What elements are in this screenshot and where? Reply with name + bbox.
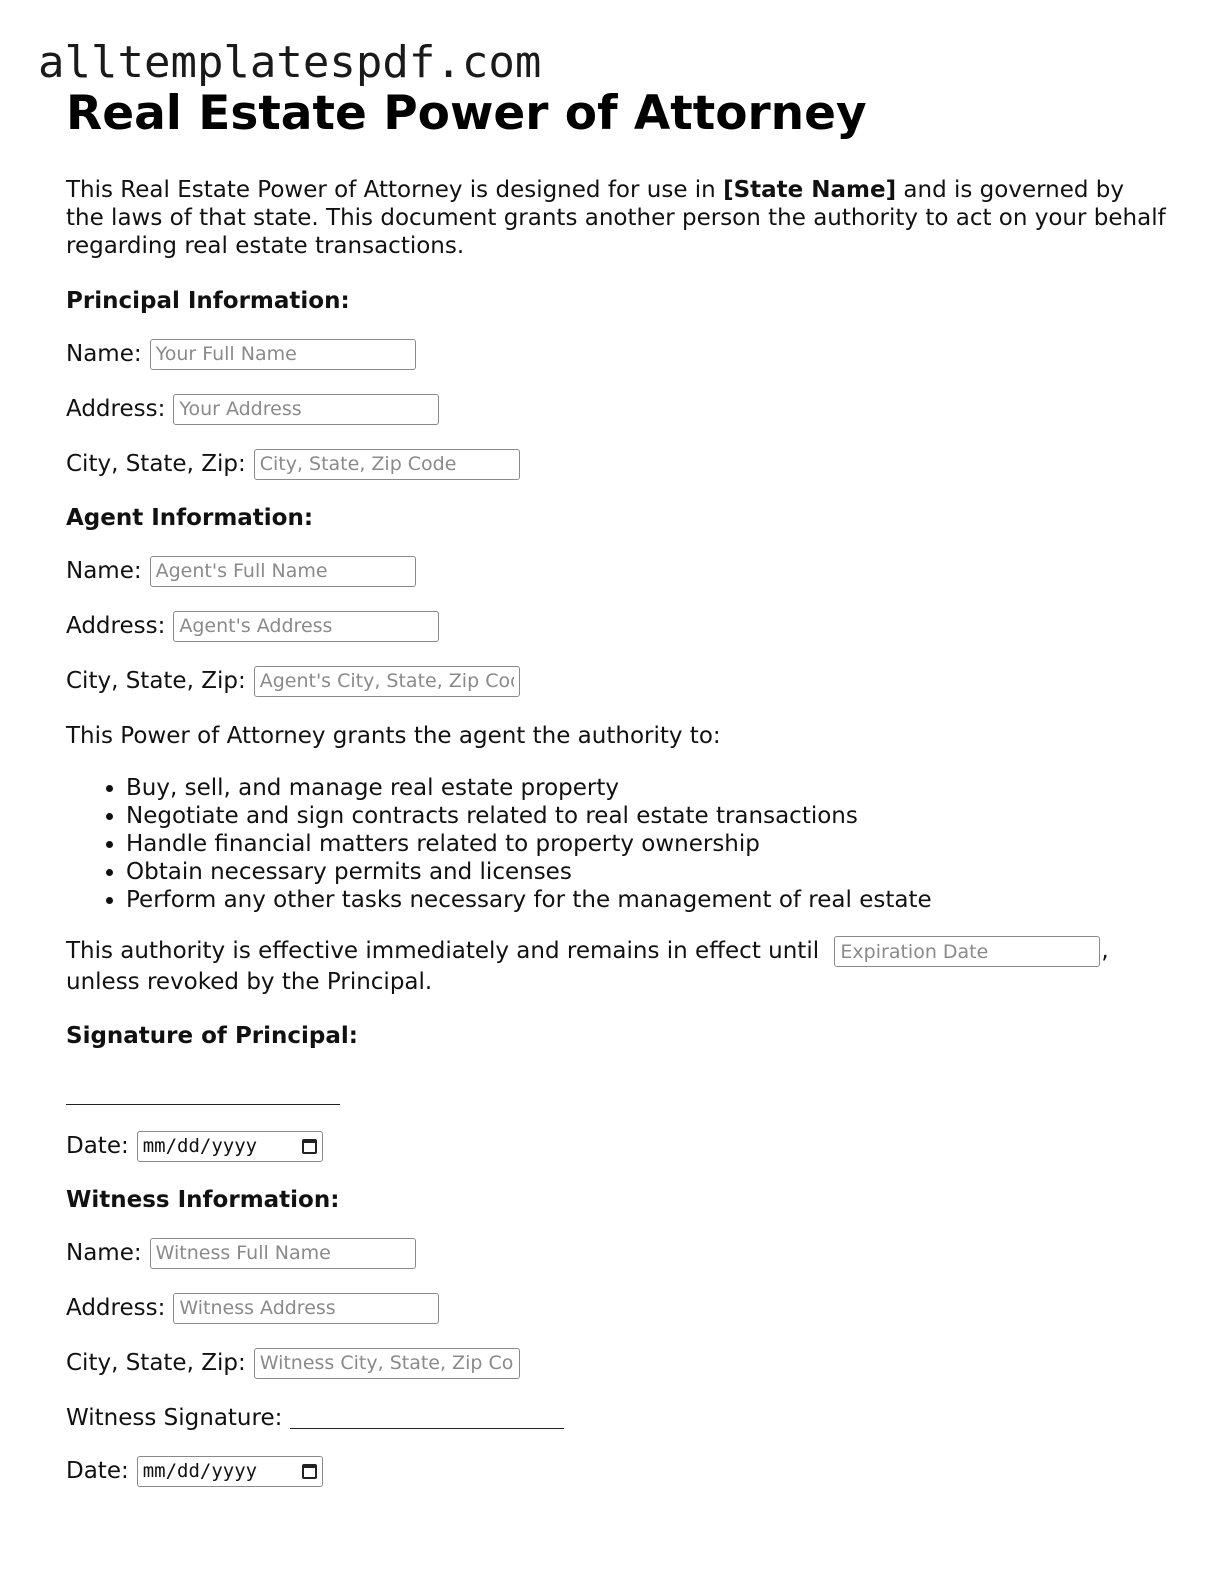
effective-paragraph: [66, 936, 1126, 998]
agent-address-row: [66, 610, 1166, 642]
witness-heading: Witness Information:: [66, 1187, 340, 1213]
principal-city-label: City, State, Zip:: [66, 451, 246, 477]
principal-address-label: Address:: [66, 396, 166, 422]
witness-city-label: City, State, Zip:: [66, 1350, 246, 1376]
list-item: • Buy, sell, and manage real estate property: [126, 774, 1166, 802]
witness-name-label: Name:: [66, 1240, 142, 1266]
agent-name-input[interactable]: [150, 556, 416, 587]
witness-address-input[interactable]: [173, 1293, 439, 1324]
principal-heading: Principal Information:: [66, 288, 350, 314]
witness-city-row: [66, 1347, 1166, 1379]
witness-name-row: [66, 1237, 1166, 1269]
calendar-icon[interactable]: [302, 1464, 317, 1479]
witness-city-input[interactable]: [254, 1348, 520, 1379]
state-name-placeholder: [State Name]: [723, 177, 897, 203]
witness-date-label: Date:: [66, 1458, 129, 1484]
principal-date-label: Date:: [66, 1133, 129, 1159]
principal-address-row: [66, 393, 1166, 425]
witness-name-input[interactable]: [150, 1238, 416, 1269]
principal-signature-line[interactable]: [66, 1080, 340, 1105]
effective-text-after: , unless revoked by the Principal.: [66, 938, 1109, 995]
witness-address-row: [66, 1292, 1166, 1324]
principal-city-input[interactable]: [254, 449, 520, 480]
expiration-date-input[interactable]: [834, 936, 1100, 967]
agent-city-input[interactable]: [254, 666, 520, 697]
witness-signature-row: [66, 1402, 1166, 1434]
authority-intro: This Power of Attorney grants the agent the authority to:: [66, 723, 721, 749]
agent-name-label: Name:: [66, 558, 142, 584]
effective-text-before: This authority is effective immediately and remains in effect until: [66, 938, 827, 964]
date-format-text: mm/dd/yyyy: [142, 1135, 258, 1157]
witness-address-label: Address:: [66, 1295, 166, 1321]
principal-name-input[interactable]: [150, 339, 416, 370]
watermark: alltemplatespdf.com: [38, 37, 542, 88]
document-body: [66, 84, 1166, 1487]
principal-name-label: Name:: [66, 341, 142, 367]
principal-city-row: [66, 448, 1166, 480]
principal-name-row: [66, 338, 1166, 370]
list-item: • Handle financial matters related to property ownership: [126, 830, 1166, 858]
witness-signature-line[interactable]: [290, 1408, 564, 1429]
agent-address-input[interactable]: [173, 611, 439, 642]
intro-text-after: and is governed by the laws of that state. This document grants another person the authority to act on your behalf regarding real estate transactions.: [66, 177, 1166, 259]
agent-city-label: City, State, Zip:: [66, 668, 246, 694]
agent-city-row: [66, 665, 1166, 697]
principal-date-input[interactable]: [137, 1131, 323, 1162]
intro-text-before: This Real Estate Power of Attorney is designed for use in: [66, 177, 724, 203]
agent-address-label: Address:: [66, 613, 166, 639]
list-item: • Negotiate and sign contracts related to real estate transactions: [126, 802, 1166, 830]
witness-date-input[interactable]: [137, 1456, 323, 1487]
calendar-icon[interactable]: [302, 1139, 317, 1154]
agent-name-row: [66, 555, 1166, 587]
agent-heading: Agent Information:: [66, 505, 314, 531]
principal-signature-row: [66, 1080, 1166, 1108]
page-title: Real Estate Power of Attorney: [66, 86, 867, 141]
intro-paragraph: [66, 176, 1166, 260]
witness-signature-label: Witness Signature:: [66, 1405, 283, 1431]
date-format-text: mm/dd/yyyy: [142, 1460, 258, 1482]
principal-address-input[interactable]: [173, 394, 439, 425]
list-item: • Perform any other tasks necessary for the management of real estate: [126, 886, 1166, 914]
list-item: • Obtain necessary permits and licenses: [126, 858, 1166, 886]
signature-heading: Signature of Principal:: [66, 1023, 358, 1049]
principal-date-row: [66, 1130, 1166, 1162]
witness-date-row: [66, 1455, 1166, 1487]
authority-list: [66, 774, 1166, 914]
